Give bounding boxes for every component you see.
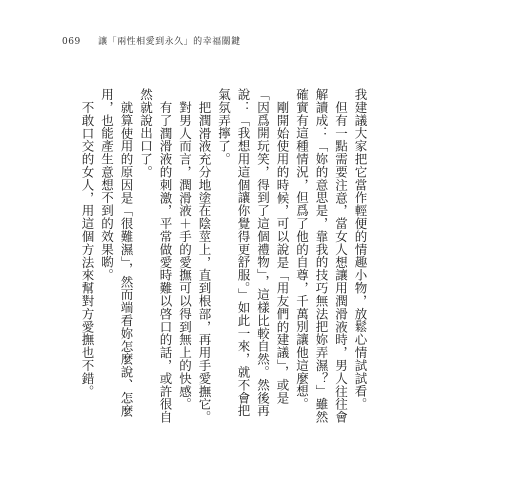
chapter-title: 讓「兩性相愛到永久」的幸福關鍵	[98, 37, 241, 47]
paragraph: 把潤滑液充分地塗在陰莖上，直到根部，再用手愛撫它。	[197, 100, 212, 423]
paragraph: 不敢口交的女人，用這個方法來幫對方愛撫也不錯。	[80, 100, 95, 398]
vertical-body-text	[68, 88, 371, 428]
paragraph: 但有一點需要注意，當女人想讓用潤滑液時，男人往往會解讀成：「妳的意思是，靠我的技巧無法把妳弄濕？」雖然確實有這種情況，但爲了他的自尊，千萬別讓他這麼想。	[294, 88, 349, 424]
paragraph: 就算使用的原因是「很難濕」，然而端看妳怎麼說、怎麼用，也能產生意想不到的效果喲。	[99, 88, 134, 417]
running-header	[62, 34, 241, 47]
paragraph: 我建議大家把它當作輕便的情趣小物，放鬆心情試試看。	[353, 88, 368, 411]
paragraph: 對男人而言，潤滑液＋手的愛撫可以得到無上的快感。	[177, 100, 193, 411]
paragraph: 剛開始使用的時候，可以說是「用友們的建議」，或是「因爲開玩笑，得到了這個禮物」，這樣比較自然。然後再說：「我想用這個讓你覺得更舒服。」如此一來，就不會把氣氛弄擰了。	[216, 88, 290, 418]
page-number: 069	[62, 37, 81, 47]
paragraph: 有了潤滑液的刺激，平常做愛時難以啓口的話，或許很自然就說出口了。	[138, 88, 173, 423]
